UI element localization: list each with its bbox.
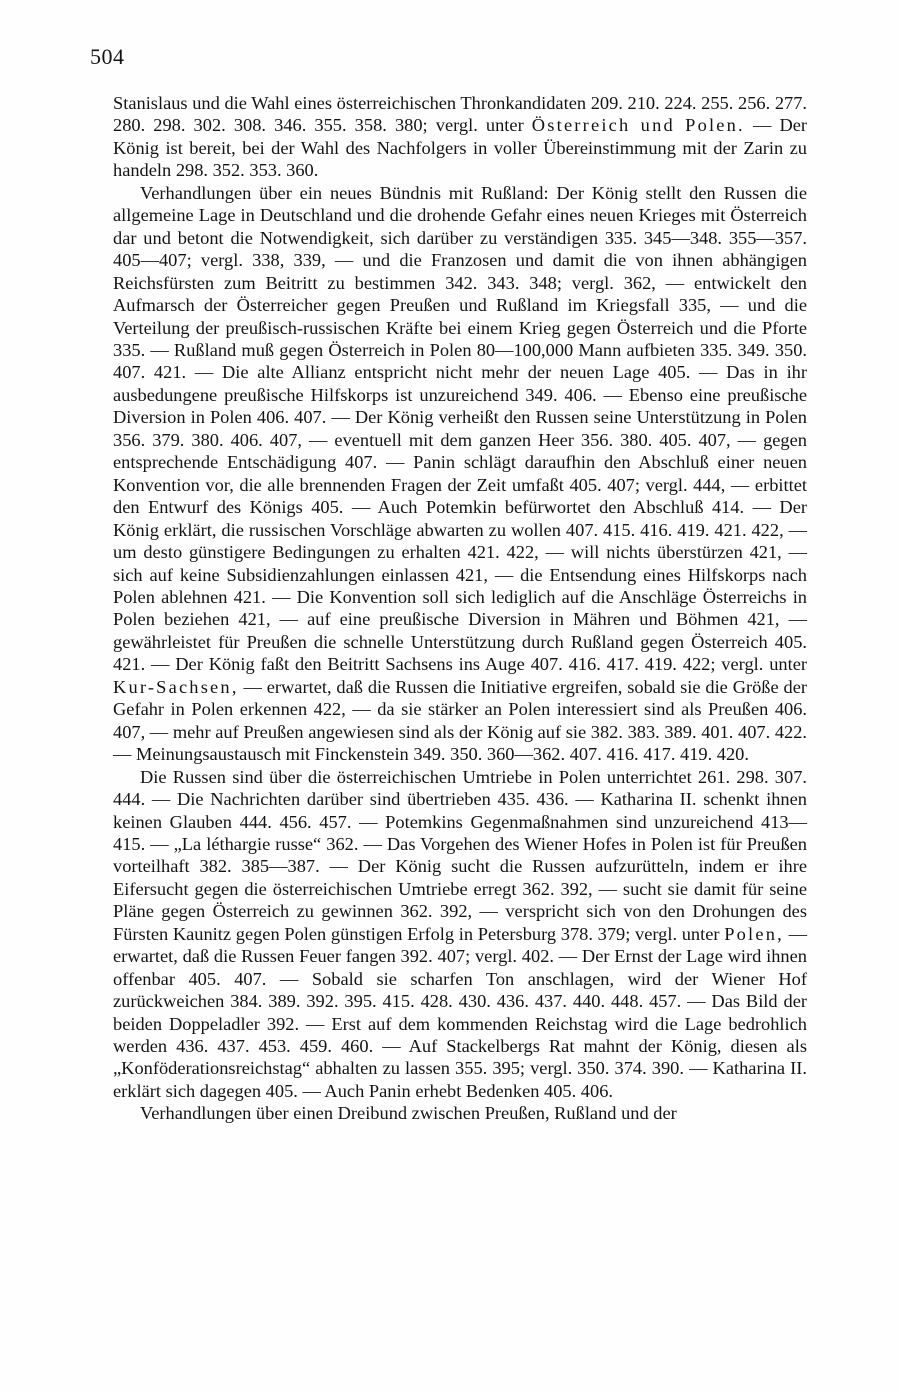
spaced-cross-reference: Österreich und Polen. (531, 115, 745, 136)
text-segment: — erwartet, daß die Russen die Initiative ergreifen, sobald sie die Größe der Gefahr in Polen erkennen 422, — da sie stärker an Polen interessiert sind als Preußen 406. 407, — mehr auf Preußen angewiesen sind als der König auf sie 382. 383. 389. 401. 407. 422. — Meinungsaustausch mit Finckenstein 349. 350. 360—362. 407. 416. 417. 419. 420. (113, 676, 807, 765)
text-segment: Verhandlungen über einen Dreibund zwischen Preußen, Rußland und der (140, 1103, 677, 1124)
paragraph (113, 1102, 807, 1124)
paragraph (113, 182, 807, 766)
text-segment: Verhandlungen über ein neues Bündnis mit Rußland: Der König stellt den Russen die allgemeine Lage in Deutschland und die drohende Gefahr eines neuen Krieges mit Österreich dar und betont die Notwendigkeit, sich darüber zu verständigen 335. 345—348. 355—357. 405—407; vergl. 338, 339, — und die Franzosen und damit die von ihnen abhängigen Reichsfürsten zum Beitritt zu bestimmen 342. 343. 348; vergl. 362, — entwickelt den Aufmarsch der Österreicher gegen Preußen und Rußland im Kriegsfall 335, — und die Verteilung der preußisch-russischen Kräfte bei einem Krieg gegen Österreich und die Pforte 335. — Rußland muß gegen Österreich in Polen 80—100,000 Mann aufbieten 335. 349. 350. 407. 421. — Die alte Allianz entspricht nicht mehr der neuen Lage 405. — Das in ihr ausbedungene preußische Hilfskorps ist unzureichend 349. 406. — Ebenso eine preußische Diversion in Polen 406. 407. — Der König verheißt den Russen seine Unterstützung in Polen 356. 379. 380. 406. 407, — eventuell mit dem ganzen Heer 356. 380. 405. 407, — gegen entsprechende Entschädigung 407. — Panin schlägt daraufhin den Abschluß einer neuen Konvention vor, die alle brennenden Fragen der Zeit umfaßt 405. 407; vergl. 444, — erbittet den Entwurf des Königs 405. — Auch Potemkin befürwortet den Abschluß 414. — Der König erklärt, die russischen Vorschläge abwarten zu wollen 407. 415. 416. 419. 421. 422, — um desto günstigere Bedingungen zu erhalten 421. 422, — will nichts überstürzen 421, — sich auf keine Subsidienzahlungen einlassen 421, — die Entsendung eines Hilfskorps nach Polen ablehnen 421. — Die Konvention soll sich lediglich auf die Anschläge Österreichs in Polen beziehen 421, — auf eine preußische Diversion in Mähren und Böhmen 421, — gewährleistet für Preußen die schnelle Unterstützung durch Rußland gegen Österreich 405. 421. — Der König faßt den Beitritt Sachsens ins Auge 407. 416. 417. 419. 422; vergl. unter (113, 182, 807, 675)
paragraph (113, 92, 807, 182)
text-body (113, 92, 807, 1125)
text-segment: — Der König ist bereit, bei der Wahl des Nachfolgers in voller Übereinstimmung mit der Zarin zu handeln 298. 352. 353. 360. (113, 115, 808, 181)
spaced-cross-reference: Kur-Sachsen, (113, 676, 239, 697)
page-number: 504 (90, 44, 125, 69)
text-segment: — erwartet, daß die Russen Feuer fangen 392. 407; vergl. 402. — Der Ernst der Lage wird ihnen offenbar 405. 407. — Sobald sie scharfen Ton anschlagen, wird der Wiener Hof zurückweichen 384. 389. 392. 395. 415. 428. 430. 436. 437. 440. 448. 457. — Das Bild der beiden Doppeladler 392. — Erst auf dem kommenden Reichstag wird die Lage bedrohlich werden 436. 437. 453. 459. 460. — Auf Stackelbergs Rat mahnt der König, diesen als „Konföderationsreichstag“ abhalten zu lassen 355. 395; vergl. 350. 374. 390. — Katharina II. erklärt sich dagegen 405. — Auch Panin erhebt Bedenken 405. 406. (113, 923, 807, 1101)
text-segment: Stanislaus und die Wahl eines österreichischen Thronkandidaten 209. 210. 224. 255. 256. 277. 280. 298. 302. 308. 346. 355. 358. 380; vergl. unter (113, 93, 807, 136)
spaced-cross-reference: Polen, (724, 923, 784, 944)
paragraph (113, 766, 807, 1103)
text-segment: Die Russen sind über die österreichischen Umtriebe in Polen unterrichtet 261. 298. 307. 444. — Die Nachrichten darüber sind übertrieben 435. 436. — Katharina II. schenkt ihnen keinen Glauben 444. 456. 457. — Potemkins Gegenmaßnahmen sind unzureichend 413—415. — „La léthargie russe“ 362. — Das Vorgehen des Wiener Hofes in Polen ist für Preußen vorteilhaft 382. 385—387. — Der König sucht die Russen aufzurütteln, indem er ihre Eifersucht gegen die österreichischen Umtriebe erregt 362. 392, — sucht sie damit für seine Pläne gegen Österreich zu gewinnen 362. 392, — verspricht sich von den Drohungen des Fürsten Kaunitz gegen Polen günstigen Erfolg in Petersburg 378. 379; vergl. unter (113, 766, 807, 944)
